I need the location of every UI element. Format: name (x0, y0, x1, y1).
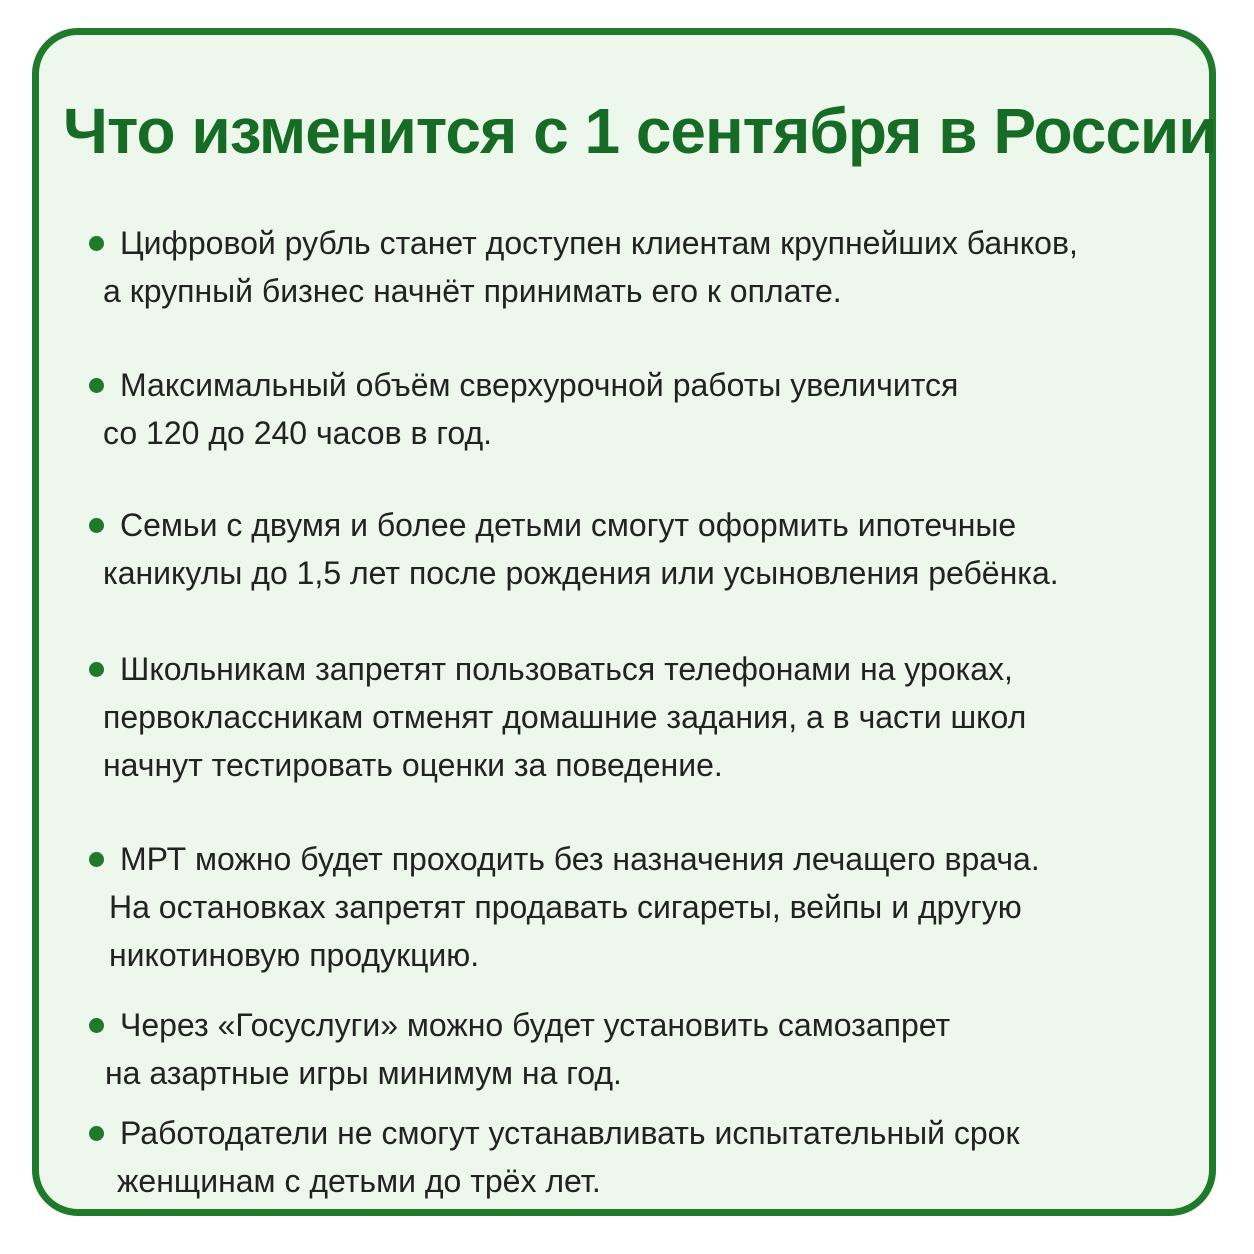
item-text-line: Максимальный объём сверхурочной работы увеличится (120, 367, 959, 403)
item-text-line: Работодатели не смогут устанавливать испытательный срок (120, 1115, 1020, 1151)
item-text-line: Через «Госуслуги» можно будет установить самозапрет (120, 1007, 951, 1043)
page-title: Что изменится с 1 сентября в России (63, 95, 1217, 167)
item-text-line: со 120 до 240 часов в год. (103, 415, 492, 451)
item-text-line: На остановках запретят продавать сигареты, вейпы и другую (109, 889, 1022, 925)
item-text-line: каникулы до 1,5 лет после рождения или усыновления ребёнка. (103, 555, 1059, 591)
bullet-icon (89, 1018, 104, 1033)
bullet-icon (89, 1126, 104, 1141)
item-text-line: а крупный бизнес начнёт принимать его к оплате. (103, 273, 842, 309)
list-item (95, 1001, 1169, 1097)
item-text-line: никотиновую продукцию. (109, 937, 480, 973)
item-text-line: МРТ можно будет проходить без назначения лечащего врача. (120, 841, 1040, 877)
bullet-icon (89, 378, 104, 393)
item-text-line: женщинам с детьми до трёх лет. (117, 1163, 601, 1199)
list-item (95, 219, 1169, 315)
item-text-line: Семьи с двумя и более детьми смогут оформить ипотечные (120, 507, 1017, 543)
list-item (95, 835, 1169, 979)
list-item (95, 501, 1169, 597)
bullet-icon (89, 236, 104, 251)
item-text-line: на азартные игры минимум на год. (105, 1055, 622, 1091)
list-item (95, 361, 1169, 457)
bullet-icon (89, 852, 104, 867)
list-item (95, 1109, 1169, 1205)
bullet-icon (89, 518, 104, 533)
bullet-icon (89, 662, 104, 677)
list-item (95, 645, 1169, 789)
item-text-line: начнут тестировать оценки за поведение. (103, 747, 723, 783)
item-text-line: Цифровой рубль станет доступен клиентам крупнейших банков, (120, 225, 1078, 261)
item-text-line: первоклассникам отменят домашние задания, а в части школ (103, 699, 1027, 735)
item-text-line: Школьникам запретят пользоваться телефонами на уроках, (120, 651, 1013, 687)
info-card (32, 28, 1216, 1216)
